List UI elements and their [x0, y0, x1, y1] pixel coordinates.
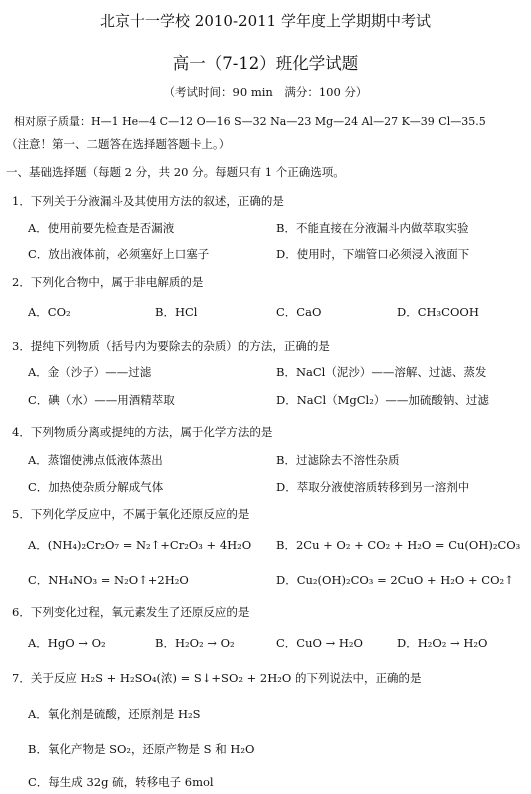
question-3-option-b: B．NaCl（泥沙）——溶解、过滤、蒸发: [276, 365, 487, 379]
question-4-option-a: A．蒸馏使沸点低液体蒸出: [28, 453, 163, 467]
question-5-option-a: A．(NH₄)₂Cr₂O₇ = N₂↑+Cr₂O₃ + 4H₂O: [28, 538, 252, 552]
exam-subtitle: 高一（7-12）班化学试题: [172, 54, 359, 73]
question-4-stem: 4．下列物质分离或提纯的方法，属于化学方法的是: [12, 425, 273, 439]
question-2-option-c: C．CaO: [276, 305, 322, 319]
question-3-stem: 3．提纯下列物质（括号内为要除去的杂质）的方法，正确的是: [12, 339, 330, 353]
question-4-option-b: B．过滤除去不溶性杂质: [276, 453, 400, 467]
question-1-option-c: C．放出液体前，必须塞好上口塞子: [28, 247, 210, 261]
question-2-stem: 2．下列化合物中，属于非电解质的是: [12, 275, 204, 289]
question-7-stem: 7．关于反应 H₂S + H₂SO₄(浓) = S↓+SO₂ + 2H₂O 的下列说法中，正确的是: [12, 671, 422, 685]
exam-title: 北京十一学校 2010-2011 学年度上学期期中考试: [100, 12, 431, 30]
question-7-option-c: C．每生成 32g 硫，转移电子 6mol: [28, 775, 214, 789]
question-5-option-d: D．Cu₂(OH)₂CO₃ = 2CuO + H₂O + CO₂↑: [276, 573, 514, 587]
question-7-option-b: B．氧化产物是 SO₂，还原产物是 S 和 H₂O: [28, 742, 255, 756]
question-1-option-a: A．使用前要先检查是否漏液: [28, 221, 175, 235]
question-1-stem: 1．下列关于分液漏斗及其使用方法的叙述，正确的是: [12, 194, 284, 208]
question-6-option-d: D．H₂O₂ → H₂O: [397, 636, 488, 650]
question-7-option-a: A．氧化剂是硫酸，还原剂是 H₂S: [28, 707, 201, 721]
question-2-option-b: B．HCl: [155, 305, 198, 319]
question-3-option-a: A．金（沙子）——过滤: [28, 365, 152, 379]
question-5-option-b: B．2Cu + O₂ + CO₂ + H₂O = Cu(OH)₂CO₃: [276, 538, 521, 552]
question-6-option-a: A．HgO → O₂: [28, 636, 106, 650]
question-1-option-d: D．使用时，下端管口必须浸入液面下: [276, 247, 470, 261]
question-4-option-d: D．萃取分液使溶质转移到另一溶剂中: [276, 480, 470, 494]
exam-note: （注意！第一、二题答在选择题答题卡上。）: [6, 137, 231, 151]
question-1-option-b: B．不能直接在分液漏斗内做萃取实验: [276, 221, 469, 235]
question-3-option-c: C．碘（水）——用酒精萃取: [28, 393, 175, 407]
section-heading: 一、基础选择题（每题 2 分，共 20 分。每题只有 1 个正确选项。: [6, 165, 345, 179]
question-4-option-c: C．加热使杂质分解成气体: [28, 480, 164, 494]
atomic-masses: 相对原子质量：H—1 He—4 C—12 O—16 S—32 Na—23 Mg—24 Al—27 K—39 Cl—35.5: [14, 115, 486, 128]
question-6-option-c: C．CuO → H₂O: [276, 636, 363, 650]
question-6-stem: 6．下列变化过程，氧元素发生了还原反应的是: [12, 605, 250, 619]
question-2-option-d: D．CH₃COOH: [397, 305, 479, 319]
question-3-option-d: D．NaCl（MgCl₂）——加硫酸钠、过滤: [276, 393, 489, 407]
question-6-option-b: B．H₂O₂ → O₂: [155, 636, 235, 650]
question-5-option-c: C．NH₄NO₃ = N₂O↑+2H₂O: [28, 573, 189, 587]
exam-info: （考试时间：90 min 满分：100 分）: [163, 85, 368, 99]
question-5-stem: 5．下列化学反应中，不属于氧化还原反应的是: [12, 507, 250, 521]
question-2-option-a: A．CO₂: [28, 305, 71, 319]
